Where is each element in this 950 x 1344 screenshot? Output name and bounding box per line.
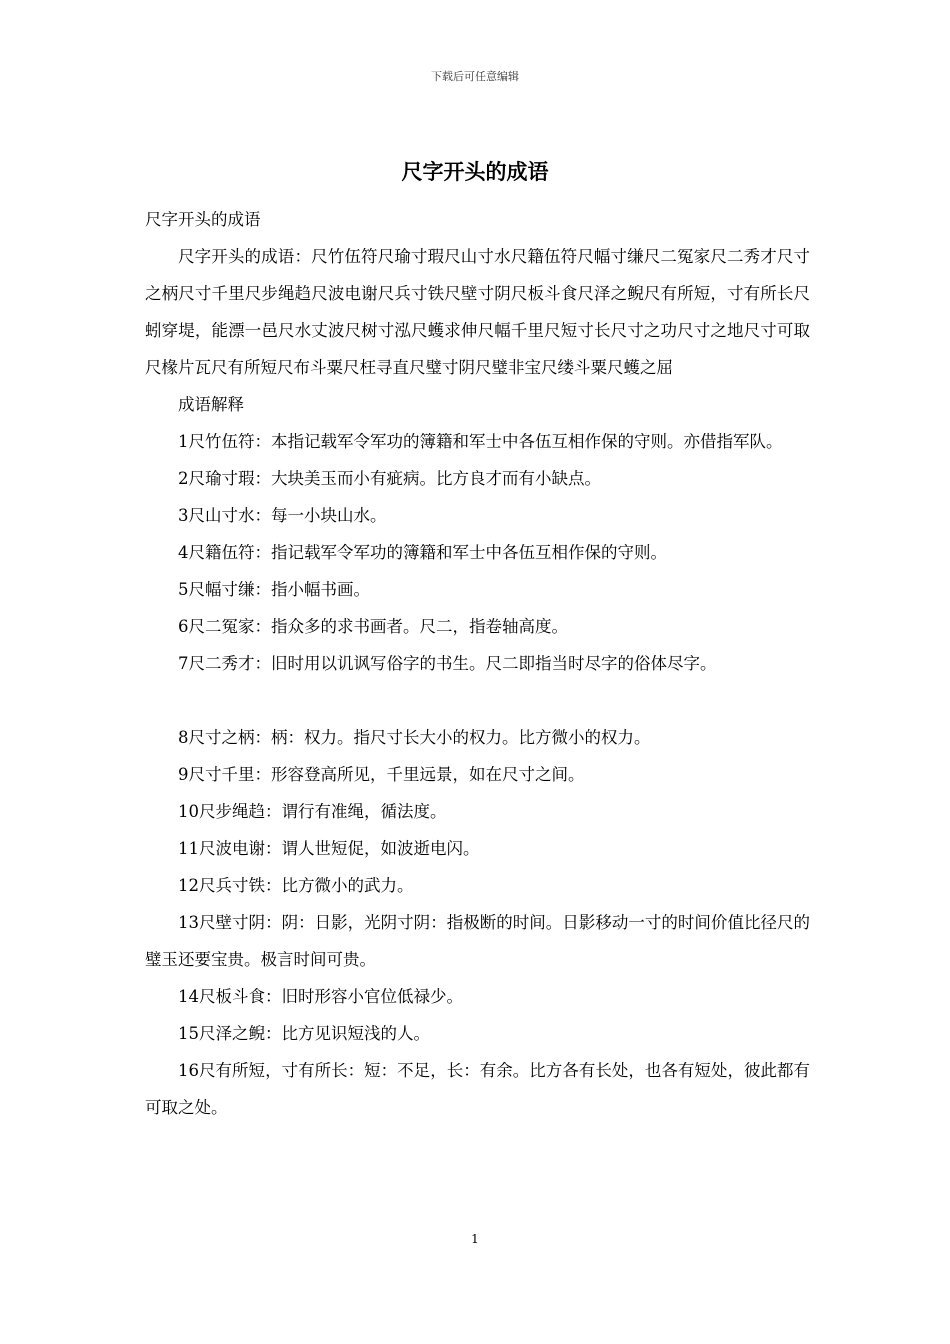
idiom-entry: 7尺二秀才：旧时用以讥讽写俗字的书生。尺二即指当时尽字的俗体尽字。 (178, 654, 717, 673)
idiom-entry: 1尺竹伍符：本指记载军令军功的簿籍和军士中各伍互相作保的守则。亦借指军队。 (178, 432, 783, 451)
idiom-entry: 12尺兵寸铁：比方微小的武力。 (178, 876, 414, 895)
idiom-entry: 15尺泽之鲵：比方见识短浅的人。 (178, 1024, 430, 1043)
idiom-entry: 13尺壁寸阴：阴：日影，光阴寸阴：指极断的时间。日影移动一寸的时间价值比径尺的璧玉还要宝贵。极言时间可贵。 (145, 913, 810, 969)
idiom-entry: 11尺波电谢：谓人世短促，如波逝电闪。 (178, 839, 480, 858)
blank-line (145, 682, 810, 719)
section-heading: 成语解释 (178, 395, 244, 414)
page-header-note: 下载后可任意编辑 (431, 70, 519, 83)
idiom-entry: 16尺有所短，寸有所长：短：不足，长：有余。比方各有长处，也各有短处，彼此都有可取之处。 (145, 1061, 810, 1117)
document-title: 尺字开头的成语 (401, 160, 549, 184)
idiom-entry: 14尺板斗食：旧时形容小官位低禄少。 (178, 987, 463, 1006)
idiom-entry: 5尺幅寸缣：指小幅书画。 (178, 580, 370, 599)
document-subtitle: 尺字开头的成语 (145, 210, 261, 229)
idiom-entry: 10尺步绳趋：谓行有准绳，循法度。 (178, 802, 447, 821)
idiom-entry: 3尺山寸水：每一小块山水。 (178, 506, 387, 525)
idiom-entry: 2尺瑜寸瑕：大块美玉而小有疵病。比方良才而有小缺点。 (178, 469, 601, 488)
intro-paragraph: 尺字开头的成语：尺竹伍符尺瑜寸瑕尺山寸水尺籍伍符尺幅寸缣尺二冤家尺二秀才尺寸之柄尺寸千里尺步绳趋尺波电谢尺兵寸铁尺壁寸阴尺板斗食尺泽之鲵尺有所短，寸有所长尺蚓穿堤，能漂一邑尺水丈波尺树寸泓尺蠖求伸尺幅千里尺短寸长尺寸之功尺寸之地尺寸可取尺椽片瓦尺有所短尺布斗粟尺枉寻直尺璧寸阴尺璧非宝尺缕斗粟尺蠖之屈 (145, 247, 810, 377)
page-number: 1 (471, 1232, 479, 1246)
idiom-entry: 6尺二冤家：指众多的求书画者。尺二，指卷轴高度。 (178, 617, 568, 636)
idiom-entry: 8尺寸之柄：柄：权力。指尺寸长大小的权力。比方微小的权力。 (178, 728, 651, 747)
idiom-entry: 9尺寸千里：形容登高所见，千里远景，如在尺寸之间。 (178, 765, 585, 784)
idiom-entry: 4尺籍伍符：指记载军令军功的簿籍和军士中各伍互相作保的守则。 (178, 543, 667, 562)
document-body (145, 201, 810, 1126)
